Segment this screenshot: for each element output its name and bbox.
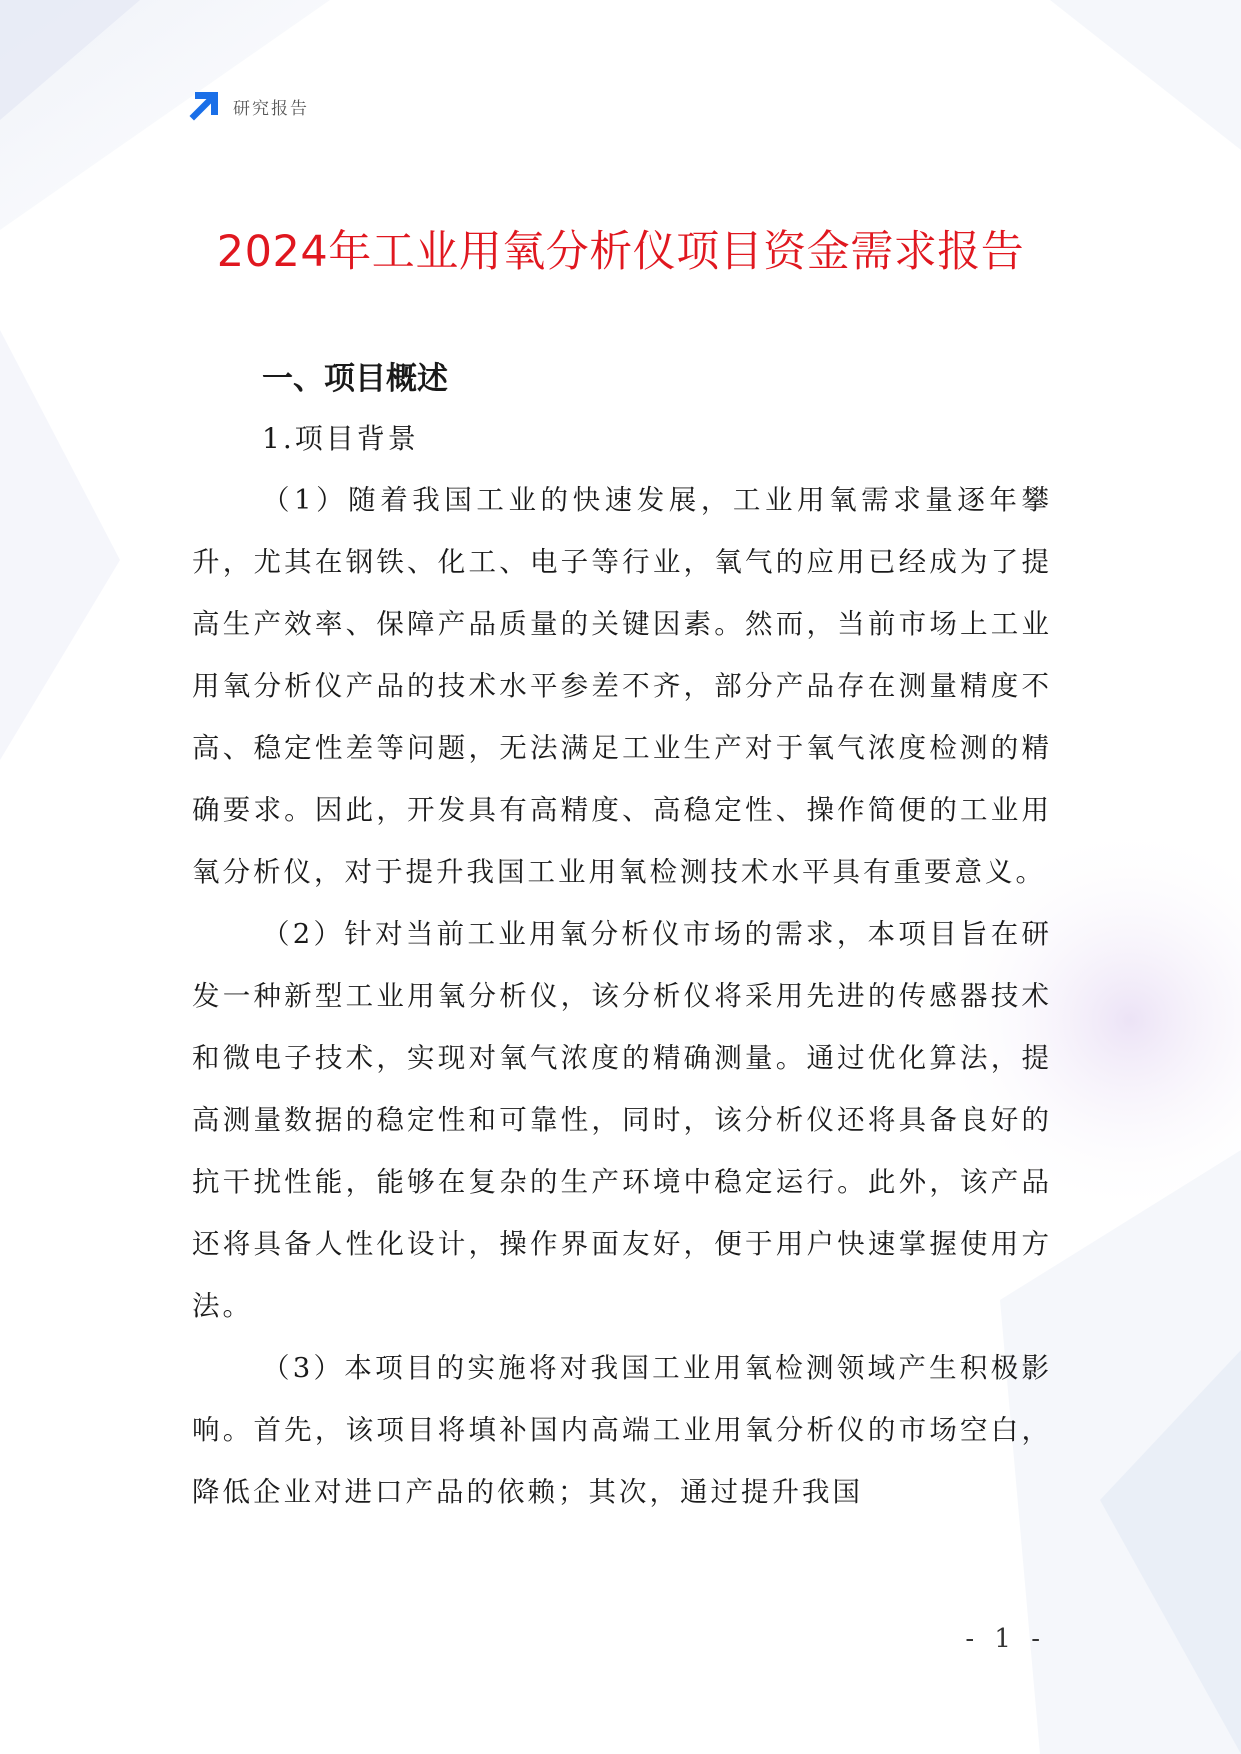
page-number: - 1 - (965, 1624, 1046, 1654)
section-heading: 一、项目概述 (262, 361, 448, 397)
document-title: 2024年工业用氧分析仪项目资金需求报告 (216, 227, 1025, 277)
brand-header (187, 88, 309, 124)
paragraph-1: （1）随着我国工业的快速发展，工业用氧需求量逐年攀升，尤其在钢铁、化工、电子等行业，氧气的应用已经成为了提高生产效率、保障产品质量的关键因素。然而，当前市场上工业用氧分析仪产品的技术水平参差不齐，部分产品存在测量精度不高、稳定性差等问题，无法满足工业生产对于氧气浓度检测的精确要求。因此，开发具有高精度、高稳定性、操作简便的工业用氧分析仪，对于提升我国工业用氧检测技术水平具有重要意义。 (192, 484, 1052, 888)
paragraph-3: （3）本项目的实施将对我国工业用氧检测领域产生积极影响。首先，该项目将填补国内高端工业用氧分析仪的市场空白，降低企业对进口产品的依赖；其次，通过提升我国 (192, 1352, 1052, 1508)
paragraph-2: （2）针对当前工业用氧分析仪市场的需求，本项目旨在研发一种新型工业用氧分析仪，该分析仪将采用先进的传感器技术和微电子技术，实现对氧气浓度的精确测量。通过优化算法，提高测量数据的稳定性和可靠性，同时，该分析仪还将具备良好的抗干扰性能，能够在复杂的生产环境中稳定运行。此外，该产品还将具备人性化设计，操作界面友好，便于用户快速掌握使用方法。 (192, 918, 1052, 1322)
arrow-up-right-icon (187, 89, 221, 123)
subsection-heading: 1.项目背景 (262, 422, 419, 455)
document-body (192, 355, 1052, 1523)
brand-label: 研究报告 (233, 98, 309, 119)
